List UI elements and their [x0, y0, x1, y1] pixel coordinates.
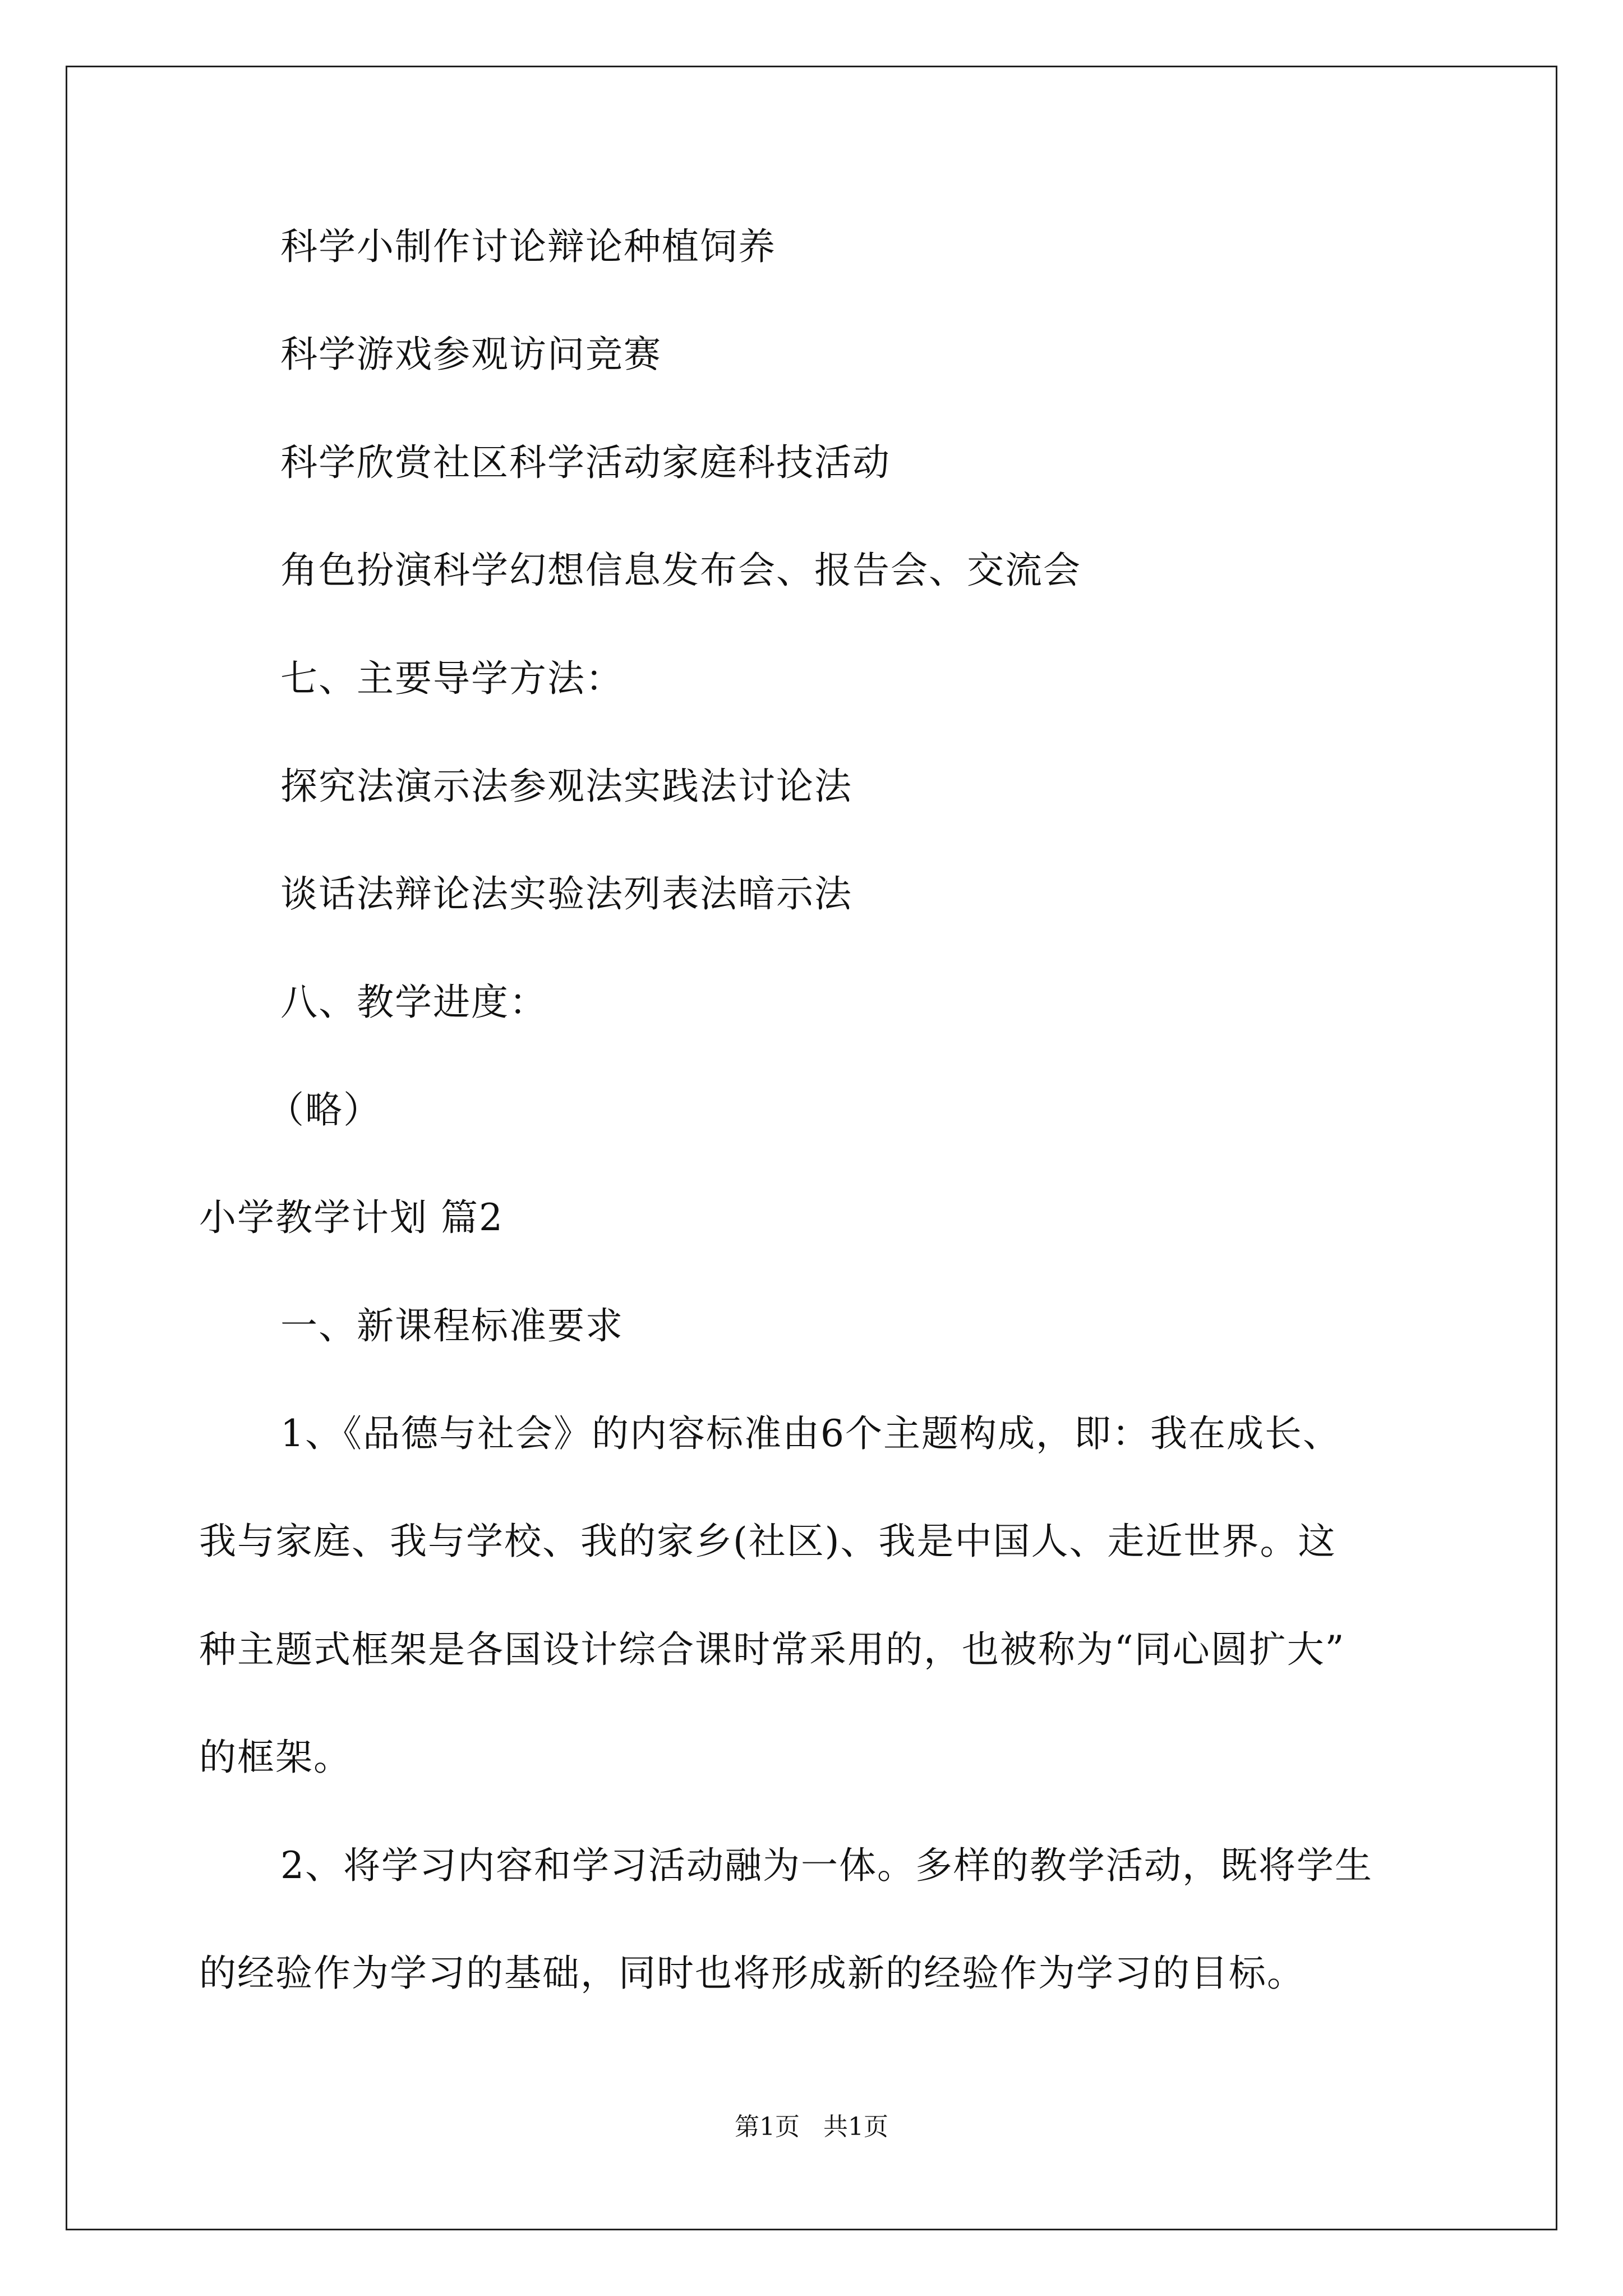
paragraph-line: 1、《品德与社会》的内容标准由6个主题构成，即：我在成长、 — [280, 1412, 1341, 1455]
section-heading: 七、主要导学方法： — [280, 657, 624, 700]
text-line: 探究法演示法参观法实践法讨论法 — [280, 765, 852, 808]
text-line: （略） — [267, 1088, 381, 1131]
paragraph-line: 我与家庭、我与学校、我的家乡(社区)、我是中国人、走近世界。这 — [199, 1520, 1336, 1563]
text-line: 谈话法辩论法实验法列表法暗示法 — [280, 872, 852, 915]
section-heading: 一、新课程标准要求 — [280, 1304, 624, 1347]
paragraph-line: 的框架。 — [199, 1736, 352, 1779]
paragraph-line: 的经验作为学习的基础，同时也将形成新的经验作为学习的目标。 — [199, 1952, 1305, 1995]
text-line: 科学欣赏社区科学活动家庭科技活动 — [280, 441, 891, 484]
text-line: 角色扮演科学幻想信息发布会、报告会、交流会 — [280, 549, 1081, 592]
paragraph-line: 种主题式框架是各国设计综合课时常采用的，也被称为“同心圆扩大” — [199, 1628, 1345, 1671]
page-border — [66, 66, 1557, 2230]
text-line: 科学游戏参观访问竞赛 — [280, 333, 662, 376]
section-heading: 八、教学进度： — [280, 981, 547, 1024]
page-footer: 第1页 共1页 — [735, 2113, 888, 2141]
text-line: 科学小制作讨论辩论种植饲养 — [280, 225, 776, 268]
document-title: 小学教学计划 篇2 — [199, 1196, 504, 1239]
paragraph-line: 2、将学习内容和学习活动融为一体。多样的教学活动，既将学生 — [280, 1844, 1373, 1887]
